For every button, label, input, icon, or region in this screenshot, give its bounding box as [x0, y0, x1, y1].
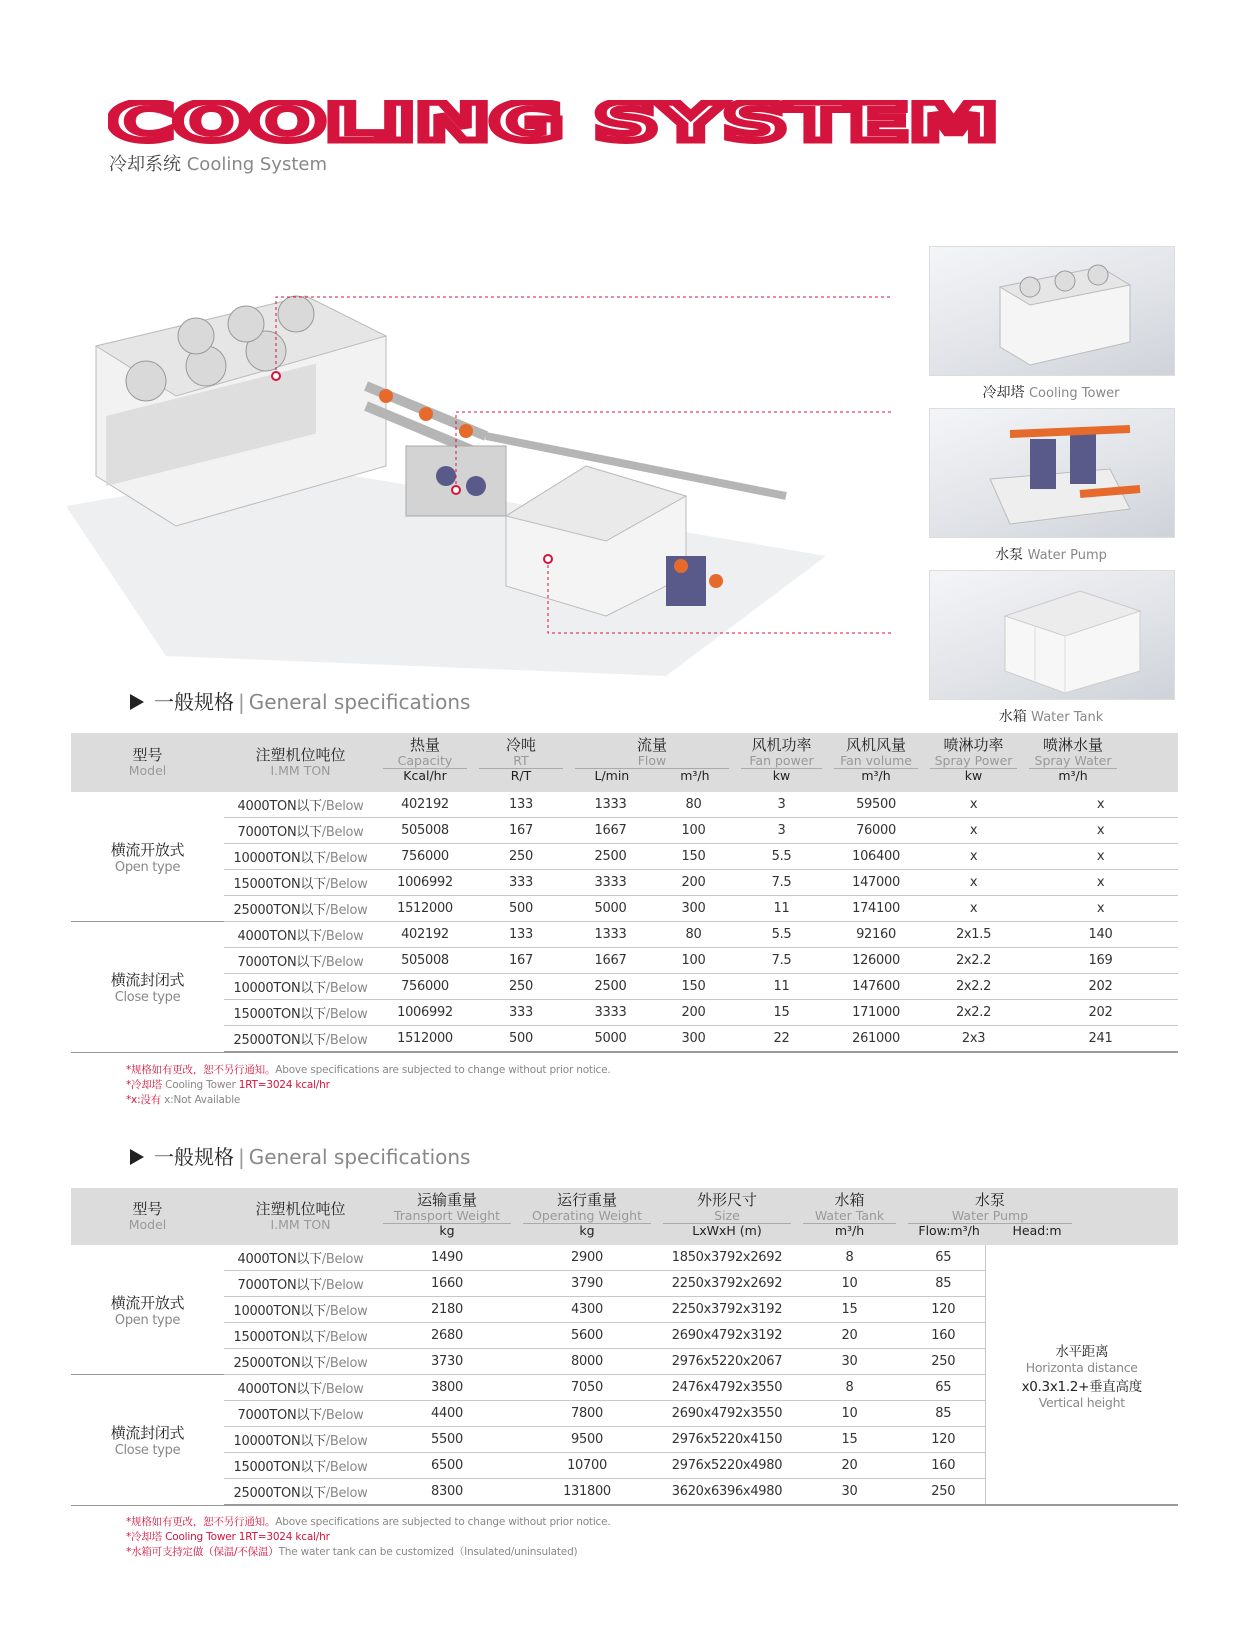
table-cell: 5600	[517, 1323, 657, 1349]
table-cell: 4300	[517, 1297, 657, 1323]
model-cell: 15000TON以下/Below	[224, 1323, 377, 1349]
table-cell: 1660	[377, 1271, 517, 1297]
table-cell: 1490	[377, 1245, 517, 1271]
table-cell: 20	[797, 1323, 902, 1349]
table-cell: 7050	[517, 1375, 657, 1401]
table-cell: 402192	[377, 922, 473, 948]
table-cell: 2476x4792x3550	[657, 1375, 797, 1401]
model-cell: 25000TON以下/Below	[224, 1479, 377, 1506]
table-cell: 2690x4792x3192	[657, 1323, 797, 1349]
table-cell: 2500	[569, 844, 652, 870]
table-cell: 167	[473, 948, 569, 974]
table-cell: x	[1023, 896, 1178, 922]
table-cell: 3	[735, 792, 828, 818]
table-row	[71, 818, 1178, 844]
group-label: 横流开放式 Open type	[71, 792, 224, 922]
table-cell: 10	[797, 1401, 902, 1427]
spec-table-1	[71, 733, 1178, 1053]
table-cell: 2900	[517, 1245, 657, 1271]
table-cell: 160	[902, 1323, 985, 1349]
table-cell: 2690x4792x3550	[657, 1401, 797, 1427]
table-cell: 1512000	[377, 1026, 473, 1053]
model-cell: 10000TON以下/Below	[224, 974, 377, 1000]
table-row	[71, 844, 1178, 870]
table-cell: 150	[652, 844, 735, 870]
table-row	[71, 1000, 1178, 1026]
table-cell: 3800	[377, 1375, 517, 1401]
table-cell: 160	[902, 1453, 985, 1479]
table-cell: x	[1023, 870, 1178, 896]
table-cell: 756000	[377, 844, 473, 870]
table-cell: 100	[652, 948, 735, 974]
table-cell: x	[1023, 818, 1178, 844]
table-cell: 200	[652, 1000, 735, 1026]
table-cell: 147600	[828, 974, 924, 1000]
model-cell: 4000TON以下/Below	[224, 1375, 377, 1401]
table-cell: 92160	[828, 922, 924, 948]
table-cell: 65	[902, 1375, 985, 1401]
table-cell: 2250x3792x2692	[657, 1271, 797, 1297]
table-cell: 10	[797, 1271, 902, 1297]
table-cell: 2x3	[924, 1026, 1023, 1053]
table-cell: 65	[902, 1245, 985, 1271]
table-row	[71, 1245, 1178, 1271]
table-cell: x	[924, 870, 1023, 896]
page-title-text: COOLING SYSTEM	[108, 100, 998, 146]
table-row	[71, 1026, 1178, 1053]
table-cell: 15	[735, 1000, 828, 1026]
table-cell: 202	[1023, 974, 1178, 1000]
spec-table-2	[71, 1188, 1178, 1506]
table-cell: 106400	[828, 844, 924, 870]
table-cell: 133	[473, 922, 569, 948]
section-heading-1: 一般规格 | General specifications	[130, 686, 470, 715]
table-cell: 8000	[517, 1349, 657, 1375]
group-label: 横流开放式 Open type	[71, 1245, 224, 1375]
table-cell: 5500	[377, 1427, 517, 1453]
model-cell: 15000TON以下/Below	[224, 870, 377, 896]
table-cell: 150	[652, 974, 735, 1000]
table-cell: 2x1.5	[924, 922, 1023, 948]
table-cell: 500	[473, 1026, 569, 1053]
table-cell: 85	[902, 1401, 985, 1427]
table-cell: 8	[797, 1245, 902, 1271]
table-cell: 3620x6396x4980	[657, 1479, 797, 1506]
model-cell: 7000TON以下/Below	[224, 1271, 377, 1297]
page-title	[108, 100, 1008, 146]
water-tank-image	[929, 570, 1175, 700]
table-cell: 11	[735, 896, 828, 922]
group-label: 横流封闭式 Close type	[71, 1375, 224, 1506]
table-cell: 30	[797, 1479, 902, 1506]
model-cell: 7000TON以下/Below	[224, 948, 377, 974]
table-cell: 20	[797, 1453, 902, 1479]
table-cell: 505008	[377, 818, 473, 844]
model-cell: 4000TON以下/Below	[224, 1245, 377, 1271]
section-heading-2: 一般规格 | General specifications	[130, 1141, 470, 1170]
model-cell: 10000TON以下/Below	[224, 844, 377, 870]
table-cell: 3333	[569, 1000, 652, 1026]
subtitle-cn: 冷却系统	[109, 154, 181, 175]
table-cell: 8300	[377, 1479, 517, 1506]
subtitle-en: Cooling System	[186, 154, 328, 175]
table-cell: 2976x5220x2067	[657, 1349, 797, 1375]
table-cell: x	[924, 844, 1023, 870]
table-cell: 7800	[517, 1401, 657, 1427]
table-cell: 11	[735, 974, 828, 1000]
table-cell: 300	[652, 1026, 735, 1053]
model-cell: 10000TON以下/Below	[224, 1297, 377, 1323]
table-cell: 756000	[377, 974, 473, 1000]
table-cell: 200	[652, 870, 735, 896]
table-cell: 15	[797, 1427, 902, 1453]
table-cell: 3730	[377, 1349, 517, 1375]
table-cell: 174100	[828, 896, 924, 922]
table1-notes: *规格如有更改，恕不另行通知。Above specifications are subjected to change without prior notice. *冷却塔 Cooling Tower 1RT=3024 kcal/hr *x:没有 x:Not Available	[126, 1064, 611, 1106]
table-cell: 3	[735, 818, 828, 844]
table-cell: 9500	[517, 1427, 657, 1453]
table-cell: 1667	[569, 818, 652, 844]
table-cell: 250	[902, 1349, 985, 1375]
table-cell: 171000	[828, 1000, 924, 1026]
table-cell: 147000	[828, 870, 924, 896]
table-cell: 7.5	[735, 948, 828, 974]
table-cell: 2976x5220x4150	[657, 1427, 797, 1453]
table-cell: 59500	[828, 792, 924, 818]
table-cell: 2x2.2	[924, 948, 1023, 974]
water-pump-image	[929, 408, 1175, 538]
table-header-row: 型号 Model 注塑机位吨位 I.MM TON 运输重量 Transport Weight kg 运行重量 Operating Weight kg 外形尺寸 Size LxWxH (m) 水箱 Water Tank m³/h 水泵 Water Pump Flow:m³/h Head:m	[71, 1188, 1178, 1245]
water-pump-caption: 水泵 Water Pump	[995, 547, 1107, 563]
table-cell: 5000	[569, 896, 652, 922]
table-cell: 250	[902, 1479, 985, 1506]
table-cell: 4400	[377, 1401, 517, 1427]
table-cell: x	[924, 792, 1023, 818]
group-label: 横流封闭式 Close type	[71, 922, 224, 1053]
model-cell: 25000TON以下/Below	[224, 896, 377, 922]
table-row	[71, 948, 1178, 974]
cooling-tower-image	[929, 246, 1175, 376]
table-cell: 333	[473, 870, 569, 896]
table-row	[71, 896, 1178, 922]
table-cell: 1333	[569, 922, 652, 948]
system-illustration	[66, 236, 926, 686]
table-cell: 6500	[377, 1453, 517, 1479]
table-cell: 126000	[828, 948, 924, 974]
table-cell: 241	[1023, 1026, 1178, 1053]
table-cell: 2250x3792x3192	[657, 1297, 797, 1323]
model-cell: 25000TON以下/Below	[224, 1026, 377, 1053]
table-cell: 120	[902, 1427, 985, 1453]
table-cell: x	[924, 896, 1023, 922]
triangle-icon	[130, 694, 144, 710]
table-cell: 3333	[569, 870, 652, 896]
table-cell: 505008	[377, 948, 473, 974]
model-cell: 15000TON以下/Below	[224, 1000, 377, 1026]
table-cell: 3790	[517, 1271, 657, 1297]
table-cell: 76000	[828, 818, 924, 844]
cooling-tower-caption: 冷却塔 Cooling Tower	[982, 385, 1120, 401]
table-cell: 80	[652, 792, 735, 818]
table-cell: 131800	[517, 1479, 657, 1506]
table-cell: 300	[652, 896, 735, 922]
table-cell: 1850x3792x2692	[657, 1245, 797, 1271]
table-cell: 85	[902, 1271, 985, 1297]
pump-head-note: 水平距离 Horizonta distance x0.3x1.2+垂直高度 Vertical height	[985, 1245, 1178, 1505]
model-cell: 7000TON以下/Below	[224, 1401, 377, 1427]
table-cell: 5.5	[735, 844, 828, 870]
table-cell: 402192	[377, 792, 473, 818]
table-cell: 1333	[569, 792, 652, 818]
table-cell: 120	[902, 1297, 985, 1323]
model-cell: 7000TON以下/Below	[224, 818, 377, 844]
triangle-icon	[130, 1149, 144, 1165]
table-cell: 30	[797, 1349, 902, 1375]
table-cell: 1667	[569, 948, 652, 974]
table-cell: 261000	[828, 1026, 924, 1053]
table-cell: x	[924, 818, 1023, 844]
table-cell: 15	[797, 1297, 902, 1323]
model-cell: 15000TON以下/Below	[224, 1453, 377, 1479]
model-cell: 25000TON以下/Below	[224, 1349, 377, 1375]
table-cell: 133	[473, 792, 569, 818]
table-row	[71, 870, 1178, 896]
table-cell: 22	[735, 1026, 828, 1053]
table-cell: x	[1023, 844, 1178, 870]
table-cell: 2x2.2	[924, 974, 1023, 1000]
table-cell: 169	[1023, 948, 1178, 974]
table-row	[71, 792, 1178, 818]
table-cell: 100	[652, 818, 735, 844]
table-row	[71, 974, 1178, 1000]
table-cell: 333	[473, 1000, 569, 1026]
table-cell: 2180	[377, 1297, 517, 1323]
table-cell: 2680	[377, 1323, 517, 1349]
table-cell: 1512000	[377, 896, 473, 922]
table-header-row: 型号 Model 注塑机位吨位 I.MM TON 热量 Capacity Kcal/hr 冷吨 RT R/T 流量 Flow L/min m³/h 风机功率 Fan power kw 风机风量 Fan volume m³/h 喷淋功率 Spray Power kw 喷淋水量 Spray Water m³/h	[71, 733, 1178, 792]
table-cell: 2500	[569, 974, 652, 1000]
table-cell: 10700	[517, 1453, 657, 1479]
table-cell: 1006992	[377, 870, 473, 896]
table-cell: 1006992	[377, 1000, 473, 1026]
table-cell: 80	[652, 922, 735, 948]
table2-notes: *规格如有更改，恕不另行通知。Above specifications are subjected to change without prior notice. *冷却塔 Cooling Tower 1RT=3024 kcal/hr *水箱可支持定做（保温/不保温）The water tank can be customized（Insulated/uninsulated)	[126, 1516, 611, 1558]
table-cell: 5000	[569, 1026, 652, 1053]
water-tank-caption: 水箱 Water Tank	[998, 709, 1104, 725]
table-cell: 250	[473, 844, 569, 870]
table-cell: 140	[1023, 922, 1178, 948]
table-cell: 2976x5220x4980	[657, 1453, 797, 1479]
page-subtitle	[109, 150, 327, 176]
table-cell: 250	[473, 974, 569, 1000]
table-cell: 7.5	[735, 870, 828, 896]
table-cell: 202	[1023, 1000, 1178, 1026]
table-cell: 500	[473, 896, 569, 922]
table-cell: x	[1023, 792, 1178, 818]
model-cell: 10000TON以下/Below	[224, 1427, 377, 1453]
model-cell: 4000TON以下/Below	[224, 922, 377, 948]
table-cell: 5.5	[735, 922, 828, 948]
table-cell: 167	[473, 818, 569, 844]
model-cell: 4000TON以下/Below	[224, 792, 377, 818]
table-cell: 8	[797, 1375, 902, 1401]
table-row	[71, 922, 1178, 948]
table-cell: 2x2.2	[924, 1000, 1023, 1026]
